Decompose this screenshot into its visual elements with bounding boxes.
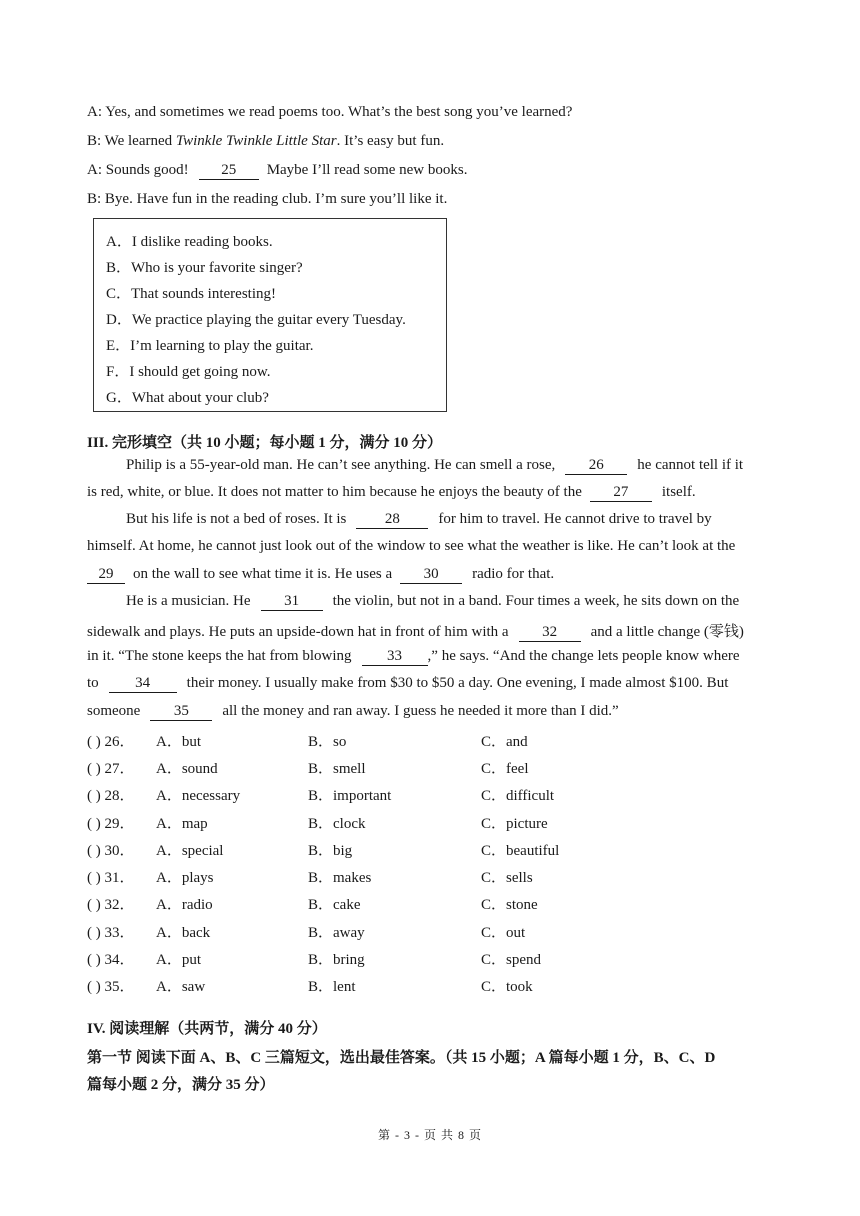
passage-text: and a little change (零钱) <box>590 624 744 640</box>
passage-text: in it. “The stone keeps the hat from blowing <box>87 648 352 664</box>
passage-text: But his life is not a bed of roses. It is <box>126 511 347 527</box>
question-number: ( ) 30． <box>87 843 135 859</box>
question-number: ( ) 26． <box>87 734 135 750</box>
choice-c: C．beautiful <box>481 843 560 859</box>
section-heading: IV. 阅读理解（共两节，满分 40 分） <box>87 1021 327 1037</box>
passage-text: ,” he says. “And the change lets people know where <box>427 648 740 664</box>
blank-32: 32 <box>519 624 581 642</box>
dialogue-line <box>87 162 467 180</box>
passage-line <box>87 648 740 666</box>
choice-a: A．necessary <box>156 788 241 804</box>
choice-b: B．clock <box>308 816 366 832</box>
option-item: D．We practice playing the guitar every Tuesday. <box>106 312 406 328</box>
option-item: C．That sounds interesting! <box>106 286 276 302</box>
choice-c: C．stone <box>481 897 538 913</box>
option-item: B．Who is your favorite singer? <box>106 260 303 276</box>
passage-text: on the wall to see what time it is. He uses a <box>133 566 393 582</box>
blank-31: 31 <box>261 593 323 611</box>
question-number: ( ) 35． <box>87 979 135 995</box>
blank-27: 27 <box>590 484 652 502</box>
passage-line <box>126 593 739 611</box>
passage-line <box>87 566 554 584</box>
section-subheading: 第一节 阅读下面 A、B、C 三篇短文，选出最佳答案。（共 15 小题；A 篇每小题 1 分，B、C、D <box>87 1050 716 1066</box>
passage-text: for him to travel. He cannot drive to travel by <box>438 511 712 527</box>
question-number: ( ) 28． <box>87 788 135 804</box>
choice-c: C．sells <box>481 870 533 886</box>
dialogue-text: Maybe I’ll read some new books. <box>266 162 468 178</box>
question-number: ( ) 32． <box>87 897 135 913</box>
choice-a: A．sound <box>156 761 218 777</box>
choice-b: B．big <box>308 843 353 859</box>
passage-text: itself. <box>661 484 696 500</box>
song-title: Twinkle Twinkle Little Star <box>175 133 337 149</box>
choice-c: C．spend <box>481 952 542 968</box>
choice-b: B．away <box>308 925 365 941</box>
question-number: ( ) 29． <box>87 816 135 832</box>
dialogue-text: A: Sounds good! <box>87 162 189 178</box>
passage-line <box>87 484 696 502</box>
passage-text: is red, white, or blue. It does not matter to him because he enjoys the beauty of the <box>87 484 582 500</box>
passage-text: He is a musician. He <box>126 593 251 609</box>
passage-text: the violin, but not in a band. Four times a week, he sits down on the <box>332 593 740 609</box>
choice-a: A．radio <box>156 897 213 913</box>
choice-b: B．important <box>308 788 392 804</box>
choice-c: C．out <box>481 925 526 941</box>
passage-text: to <box>87 675 99 691</box>
dialogue-line: B: Bye. Have fun in the reading club. I’m sure you’ll like it. <box>87 191 448 207</box>
choice-a: A．put <box>156 952 202 968</box>
option-item: E．I’m learning to play the guitar. <box>106 338 314 354</box>
question-number: ( ) 27． <box>87 761 135 777</box>
choice-a: A．saw <box>156 979 206 995</box>
section-subheading: 篇每小题 2 分，满分 35 分） <box>87 1077 275 1093</box>
choice-c: C．feel <box>481 761 529 777</box>
choice-c: C．took <box>481 979 533 995</box>
blank-34: 34 <box>109 675 177 693</box>
question-number: ( ) 33． <box>87 925 135 941</box>
blank-25: 25 <box>199 162 259 180</box>
passage-line <box>87 703 619 721</box>
passage-text: Philip is a 55-year-old man. He can’t see anything. He can smell a rose, <box>126 457 556 473</box>
choice-b: B．bring <box>308 952 365 968</box>
choice-c: C．and <box>481 734 528 750</box>
option-item: G．What about your club? <box>106 390 269 406</box>
choice-c: C．picture <box>481 816 548 832</box>
passage-text: radio for that. <box>472 566 555 582</box>
dialogue-text: . It’s easy but fun. <box>336 133 445 149</box>
blank-28: 28 <box>356 511 428 529</box>
choice-b: B．so <box>308 734 347 750</box>
blank-35: 35 <box>150 703 212 721</box>
passage-text: sidewalk and plays. He puts an upside-down hat in front of him with a <box>87 624 509 640</box>
passage-line <box>87 675 728 693</box>
passage-text: someone <box>87 703 141 719</box>
choice-a: A．plays <box>156 870 214 886</box>
blank-30: 30 <box>400 566 462 584</box>
option-item: F．I should get going now. <box>106 364 271 380</box>
passage-line <box>126 457 743 475</box>
passage-text: all the money and ran away. I guess he needed it more than I did.” <box>222 703 619 719</box>
choice-a: A．special <box>156 843 224 859</box>
page-footer: 第 - 3 - 页 共 8 页 <box>378 1128 482 1142</box>
choice-a: A．but <box>156 734 202 750</box>
choice-a: A．back <box>156 925 211 941</box>
choice-b: B．cake <box>308 897 361 913</box>
choice-b: B．makes <box>308 870 372 886</box>
passage-line: himself. At home, he cannot just look out of the window to see what the weather is like. He can’t look at the <box>87 538 736 554</box>
dialogue-text: B: We learned <box>87 133 176 149</box>
choice-b: B．lent <box>308 979 356 995</box>
blank-26: 26 <box>565 457 627 475</box>
question-number: ( ) 31． <box>87 870 135 886</box>
passage-text: their money. I usually make from $30 to $50 a day. One evening, I made almost $100. But <box>186 675 729 691</box>
blank-33: 33 <box>362 648 428 666</box>
passage-line <box>87 620 744 642</box>
passage-line <box>126 511 712 529</box>
blank-29: 29 <box>87 566 125 584</box>
question-number: ( ) 34． <box>87 952 135 968</box>
choice-c: C．difficult <box>481 788 555 804</box>
choice-a: A．map <box>156 816 208 832</box>
option-item: A．I dislike reading books. <box>106 234 273 250</box>
section-heading: III. 完形填空（共 10 小题；每小题 1 分，满分 10 分） <box>87 435 443 451</box>
dialogue-line: A: Yes, and sometimes we read poems too. What’s the best song you’ve learned? <box>87 104 573 120</box>
dialogue-line <box>87 133 444 150</box>
options-box <box>93 218 447 412</box>
passage-text: he cannot tell if it <box>637 457 744 473</box>
choice-b: B．smell <box>308 761 366 777</box>
